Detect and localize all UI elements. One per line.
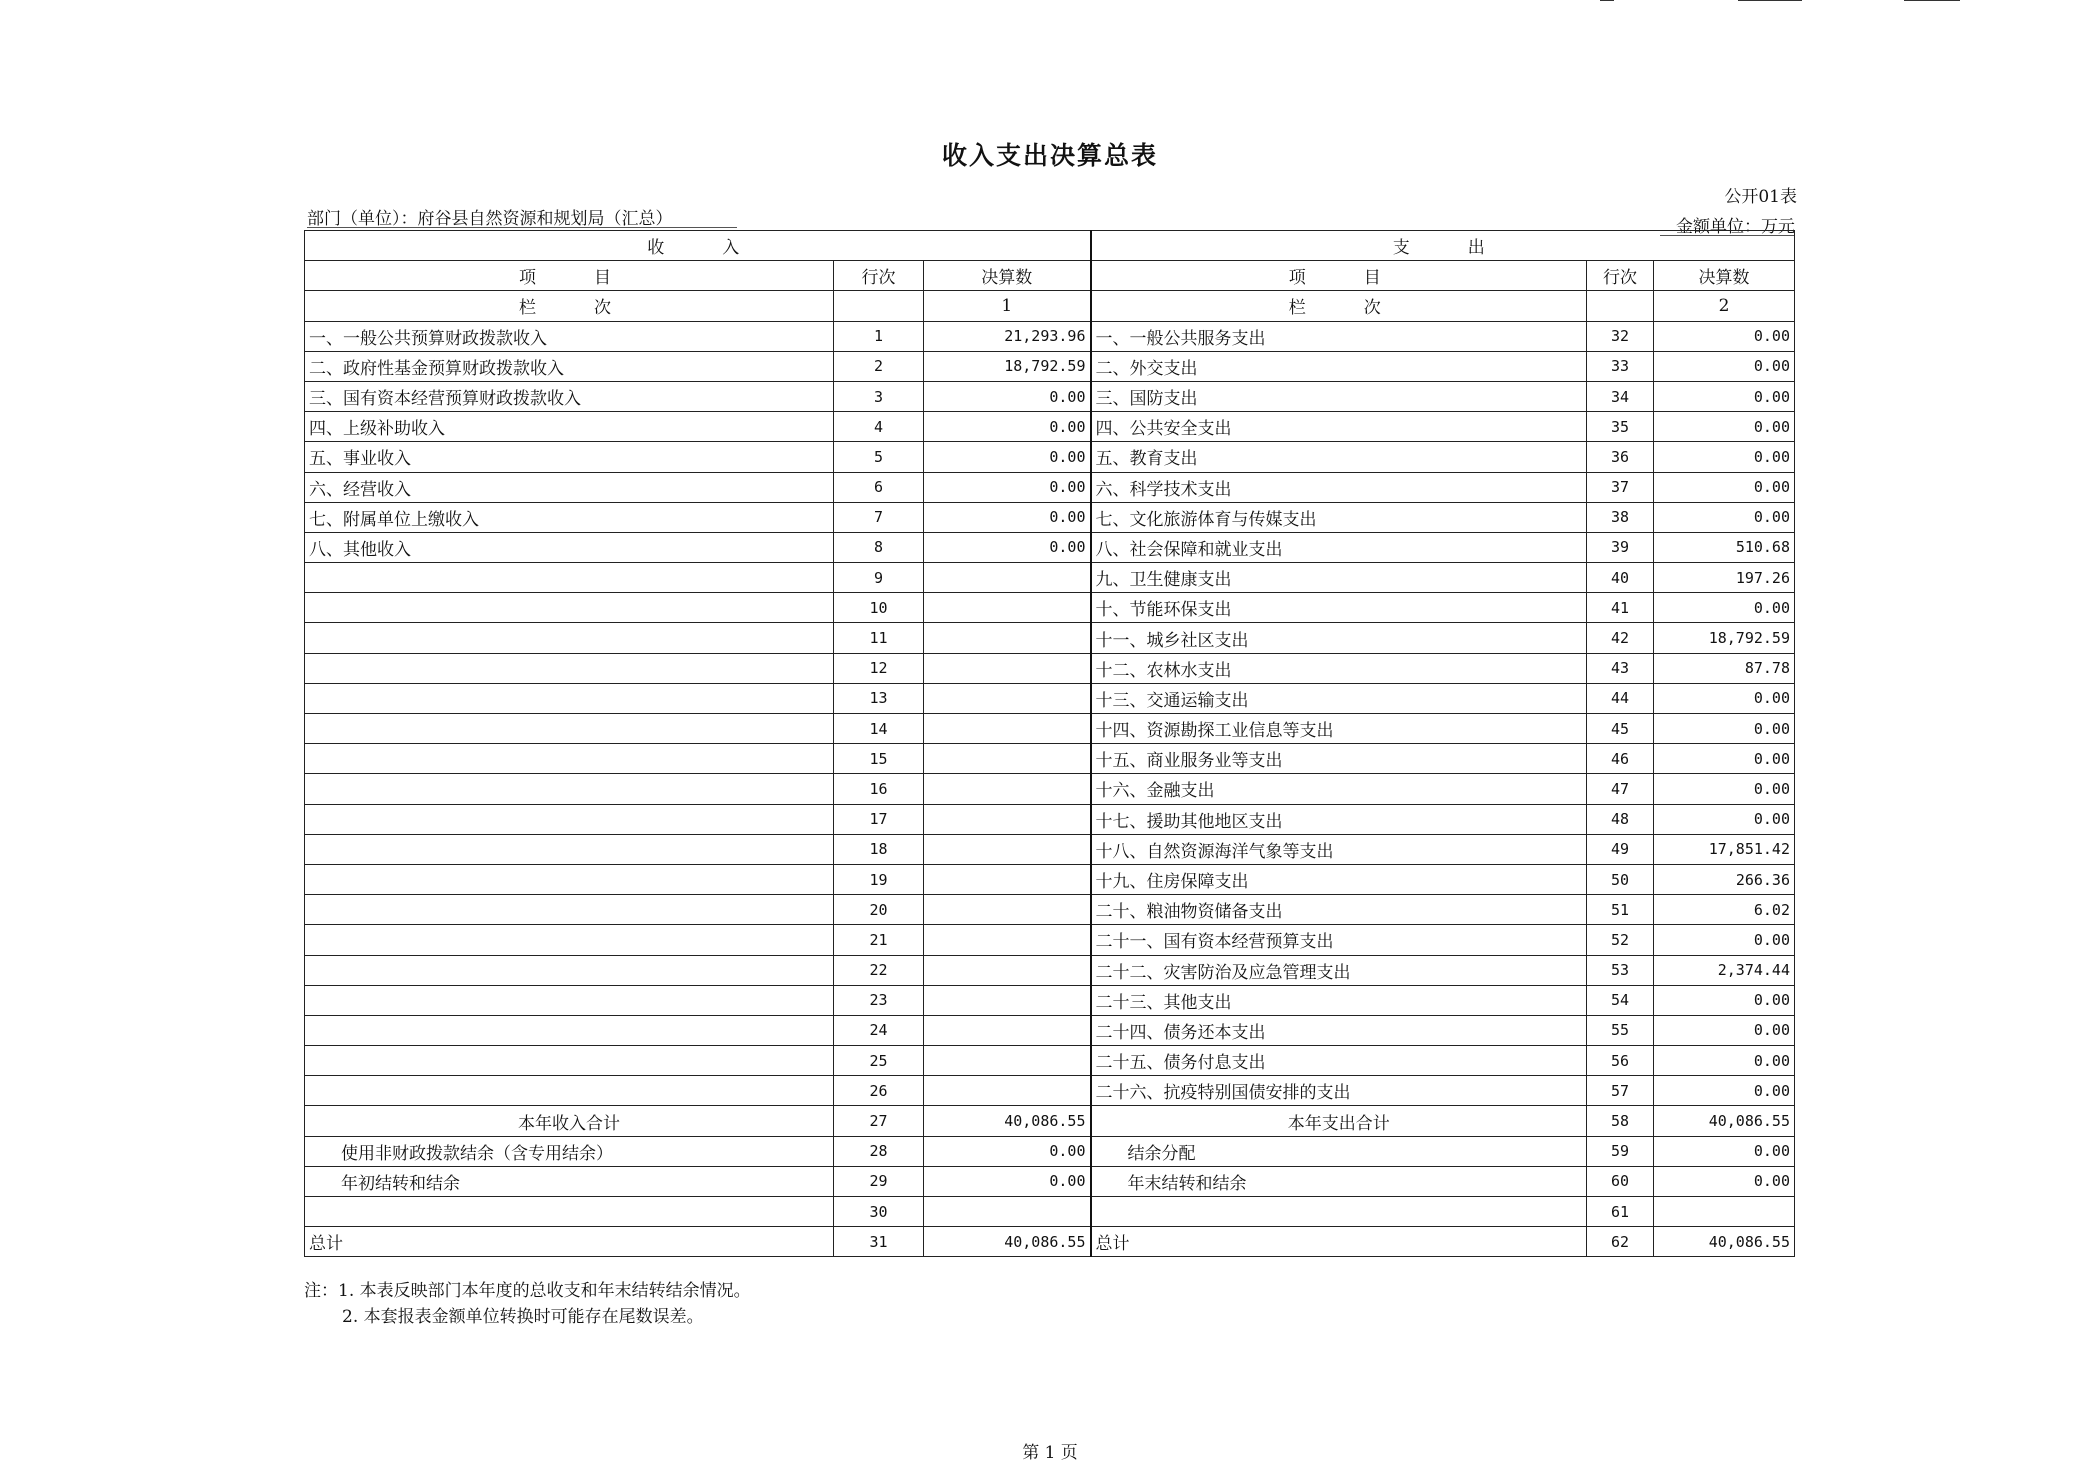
expense-amount-cell: 0.00 [1654, 1136, 1795, 1166]
expense-item-cell: 一、一般公共服务支出 [1091, 321, 1587, 351]
income-item-cell [305, 1046, 834, 1076]
income-rowno-cell: 11 [834, 623, 924, 653]
expense-item-cell: 十四、资源勘探工业信息等支出 [1091, 714, 1587, 744]
table-row [305, 1015, 1795, 1045]
expense-amount-cell: 0.00 [1654, 1076, 1795, 1106]
expense-amount-cell: 0.00 [1654, 502, 1795, 532]
expense-amount-cell: 87.78 [1654, 653, 1795, 683]
table-row [305, 1076, 1795, 1106]
expense-item-cell: 十九、住房保障支出 [1091, 864, 1587, 894]
expense-item-cell: 八、社会保障和就业支出 [1091, 532, 1587, 562]
summary-row [305, 1136, 1795, 1166]
income-amount-cell: 21,293.96 [924, 321, 1091, 351]
expense-rowno-cell: 38 [1587, 502, 1654, 532]
table-row [305, 683, 1795, 713]
income-amount-cell: 40,086.55 [924, 1106, 1091, 1136]
expense-item-cell: 二十三、其他支出 [1091, 985, 1587, 1015]
income-item-cell: 年初结转和结余 [305, 1166, 834, 1196]
expense-col-no: 2 [1654, 291, 1795, 321]
income-item-cell [305, 683, 834, 713]
expense-amount-cell: 40,086.55 [1654, 1227, 1795, 1257]
expense-item-cell: 二十二、灾害防治及应急管理支出 [1091, 955, 1587, 985]
income-amount-header: 决算数 [924, 261, 1091, 291]
expense-amount-cell: 18,792.59 [1654, 623, 1795, 653]
income-section-header: 收 入 [305, 231, 1091, 261]
income-item-header: 项 目 [305, 261, 834, 291]
income-rowno-cell: 30 [834, 1197, 924, 1227]
income-rowno-cell: 29 [834, 1166, 924, 1196]
income-amount-cell: 18,792.59 [924, 351, 1091, 381]
income-rowno-header: 行次 [834, 261, 924, 291]
expense-rowno-cell: 55 [1587, 1015, 1654, 1045]
income-rowno-cell: 19 [834, 864, 924, 894]
table-row [305, 351, 1795, 381]
expense-rowno-cell: 34 [1587, 381, 1654, 411]
expense-rowno-cell: 35 [1587, 412, 1654, 442]
table-row [305, 502, 1795, 532]
expense-amount-cell: 0.00 [1654, 351, 1795, 381]
income-rowno-cell: 9 [834, 563, 924, 593]
income-item-cell [305, 955, 834, 985]
income-amount-cell [924, 955, 1091, 985]
form-code: 公开01表 [1724, 187, 1797, 207]
expense-rowno-cell: 56 [1587, 1046, 1654, 1076]
income-rowno-cell: 18 [834, 834, 924, 864]
expense-amount-cell: 0.00 [1654, 593, 1795, 623]
expense-item-cell: 结余分配 [1091, 1136, 1587, 1166]
expense-col-label: 栏 次 [1091, 291, 1587, 321]
expense-rowno-cell: 32 [1587, 321, 1654, 351]
income-amount-cell: 0.00 [924, 442, 1091, 472]
expense-amount-cell: 0.00 [1654, 1046, 1795, 1076]
expense-amount-cell [1654, 1197, 1795, 1227]
expense-amount-header: 决算数 [1654, 261, 1795, 291]
expense-rowno-blank [1587, 291, 1654, 321]
income-amount-cell [924, 895, 1091, 925]
expense-amount-cell: 17,851.42 [1654, 834, 1795, 864]
income-item-cell [305, 1076, 834, 1106]
income-amount-cell [924, 1197, 1091, 1227]
expense-rowno-cell: 37 [1587, 472, 1654, 502]
expense-rowno-cell: 42 [1587, 623, 1654, 653]
income-item-cell [305, 623, 834, 653]
income-amount-cell [924, 834, 1091, 864]
expense-amount-cell: 510.68 [1654, 532, 1795, 562]
table-row [305, 714, 1795, 744]
expense-rowno-cell: 33 [1587, 351, 1654, 381]
page-number: 第 1 页 [1022, 1443, 1078, 1463]
income-amount-cell: 0.00 [924, 1166, 1091, 1196]
table-row [305, 563, 1795, 593]
income-rowno-cell: 31 [834, 1227, 924, 1257]
income-amount-cell [924, 744, 1091, 774]
expense-amount-cell: 0.00 [1654, 442, 1795, 472]
table-row [305, 321, 1795, 351]
expense-rowno-cell: 45 [1587, 714, 1654, 744]
expense-rowno-cell: 39 [1587, 532, 1654, 562]
income-item-cell [305, 563, 834, 593]
expense-rowno-cell: 46 [1587, 744, 1654, 774]
income-rowno-cell: 23 [834, 985, 924, 1015]
income-rowno-cell: 14 [834, 714, 924, 744]
income-item-cell: 七、附属单位上缴收入 [305, 502, 834, 532]
expense-item-cell: 二十四、债务还本支出 [1091, 1015, 1587, 1045]
income-rowno-cell: 2 [834, 351, 924, 381]
income-amount-cell: 0.00 [924, 532, 1091, 562]
income-rowno-cell: 10 [834, 593, 924, 623]
expense-item-cell: 六、科学技术支出 [1091, 472, 1587, 502]
income-item-cell: 总计 [305, 1227, 834, 1257]
expense-rowno-cell: 53 [1587, 955, 1654, 985]
expense-rowno-cell: 50 [1587, 864, 1654, 894]
income-rowno-cell: 5 [834, 442, 924, 472]
expense-item-cell: 三、国防支出 [1091, 381, 1587, 411]
expense-item-cell: 十一、城乡社区支出 [1091, 623, 1587, 653]
expense-item-cell: 十二、农林水支出 [1091, 653, 1587, 683]
expense-rowno-cell: 36 [1587, 442, 1654, 472]
table-row [305, 442, 1795, 472]
income-amount-cell [924, 714, 1091, 744]
income-rowno-cell: 16 [834, 774, 924, 804]
income-amount-cell: 0.00 [924, 1136, 1091, 1166]
expense-rowno-cell: 48 [1587, 804, 1654, 834]
income-item-cell [305, 834, 834, 864]
income-rowno-cell: 13 [834, 683, 924, 713]
income-amount-cell: 0.00 [924, 381, 1091, 411]
expense-amount-cell: 0.00 [1654, 321, 1795, 351]
income-rowno-cell: 6 [834, 472, 924, 502]
income-rowno-blank [834, 291, 924, 321]
income-item-cell [305, 864, 834, 894]
income-amount-cell: 0.00 [924, 502, 1091, 532]
income-item-cell: 本年收入合计 [305, 1106, 834, 1136]
department-underline [307, 227, 737, 228]
income-item-cell: 使用非财政拨款结余（含专用结余） [305, 1136, 834, 1166]
table-row [305, 804, 1795, 834]
income-amount-cell [924, 1046, 1091, 1076]
summary-row [305, 1197, 1795, 1227]
income-rowno-cell: 20 [834, 895, 924, 925]
income-item-cell: 三、国有资本经营预算财政拨款收入 [305, 381, 834, 411]
expense-item-cell: 十六、金融支出 [1091, 774, 1587, 804]
income-amount-cell [924, 774, 1091, 804]
income-rowno-cell: 17 [834, 804, 924, 834]
expense-item-cell: 五、教育支出 [1091, 442, 1587, 472]
income-expense-table [304, 230, 1795, 1257]
column-index-row [305, 291, 1795, 321]
expense-item-cell: 二十六、抗疫特别国债安排的支出 [1091, 1076, 1587, 1106]
summary-row [305, 1166, 1795, 1196]
income-item-cell: 一、一般公共预算财政拨款收入 [305, 321, 834, 351]
income-item-cell [305, 653, 834, 683]
expense-amount-cell: 2,374.44 [1654, 955, 1795, 985]
expense-item-cell [1091, 1197, 1587, 1227]
expense-rowno-cell: 43 [1587, 653, 1654, 683]
table-row [305, 472, 1795, 502]
expense-amount-cell: 0.00 [1654, 472, 1795, 502]
table-row [305, 653, 1795, 683]
income-rowno-cell: 22 [834, 955, 924, 985]
expense-amount-cell: 0.00 [1654, 774, 1795, 804]
expense-item-cell: 二、外交支出 [1091, 351, 1587, 381]
summary-row [305, 1106, 1795, 1136]
income-item-cell [305, 714, 834, 744]
table-row [305, 744, 1795, 774]
expense-amount-cell: 0.00 [1654, 381, 1795, 411]
income-rowno-cell: 27 [834, 1106, 924, 1136]
page-title: 收入支出决算总表 [941, 141, 1158, 170]
expense-item-cell: 十、节能环保支出 [1091, 593, 1587, 623]
expense-item-cell: 总计 [1091, 1227, 1587, 1257]
table-row [305, 955, 1795, 985]
unit-label: 金额单位：万元 [1676, 217, 1795, 237]
expense-section-header: 支 出 [1091, 231, 1795, 261]
expense-item-cell: 十三、交通运输支出 [1091, 683, 1587, 713]
expense-item-cell: 十五、商业服务业等支出 [1091, 744, 1587, 774]
table-row [305, 864, 1795, 894]
table-row [305, 834, 1795, 864]
scan-mark [1600, 0, 1614, 1]
income-amount-cell [924, 1015, 1091, 1045]
expense-rowno-cell: 57 [1587, 1076, 1654, 1106]
expense-rowno-cell: 51 [1587, 895, 1654, 925]
expense-item-cell: 二十、粮油物资储备支出 [1091, 895, 1587, 925]
expense-rowno-cell: 54 [1587, 985, 1654, 1015]
expense-amount-cell: 0.00 [1654, 985, 1795, 1015]
income-item-cell [305, 985, 834, 1015]
notes [304, 1278, 751, 1330]
column-header-row [305, 261, 1795, 291]
expense-amount-cell: 0.00 [1654, 1015, 1795, 1045]
scan-mark [1738, 0, 1802, 1]
income-item-cell: 六、经营收入 [305, 472, 834, 502]
income-item-cell [305, 1197, 834, 1227]
expense-rowno-cell: 62 [1587, 1227, 1654, 1257]
expense-item-cell: 二十一、国有资本经营预算支出 [1091, 925, 1587, 955]
expense-rowno-cell: 49 [1587, 834, 1654, 864]
note-line: 注：1. 本表反映部门本年度的总收支和年末结转结余情况。 [304, 1281, 751, 1301]
income-amount-cell: 0.00 [924, 412, 1091, 442]
income-item-cell [305, 593, 834, 623]
table-row [305, 381, 1795, 411]
expense-rowno-cell: 41 [1587, 593, 1654, 623]
income-rowno-cell: 28 [834, 1136, 924, 1166]
expense-rowno-cell: 58 [1587, 1106, 1654, 1136]
income-rowno-cell: 26 [834, 1076, 924, 1106]
expense-item-cell: 二十五、债务付息支出 [1091, 1046, 1587, 1076]
scan-mark [1904, 0, 1960, 1]
expense-rowno-cell: 52 [1587, 925, 1654, 955]
expense-rowno-cell: 59 [1587, 1136, 1654, 1166]
income-rowno-cell: 7 [834, 502, 924, 532]
income-rowno-cell: 12 [834, 653, 924, 683]
income-item-cell: 四、上级补助收入 [305, 412, 834, 442]
income-amount-cell [924, 864, 1091, 894]
summary-row [305, 1227, 1795, 1257]
expense-rowno-header: 行次 [1587, 261, 1654, 291]
income-amount-cell [924, 623, 1091, 653]
expense-amount-cell: 0.00 [1654, 683, 1795, 713]
expense-item-cell: 本年支出合计 [1091, 1106, 1587, 1136]
expense-amount-cell: 0.00 [1654, 1166, 1795, 1196]
expense-item-cell: 十七、援助其他地区支出 [1091, 804, 1587, 834]
income-rowno-cell: 4 [834, 412, 924, 442]
expense-item-cell: 七、文化旅游体育与传媒支出 [1091, 502, 1587, 532]
table-row [305, 412, 1795, 442]
expense-rowno-cell: 47 [1587, 774, 1654, 804]
table-row [305, 623, 1795, 653]
income-rowno-cell: 1 [834, 321, 924, 351]
department-label: 部门（单位）：府谷县自然资源和规划局（汇总） [307, 209, 673, 229]
income-item-cell [305, 925, 834, 955]
income-item-cell [305, 744, 834, 774]
income-rowno-cell: 8 [834, 532, 924, 562]
income-amount-cell: 40,086.55 [924, 1227, 1091, 1257]
expense-amount-cell: 0.00 [1654, 412, 1795, 442]
income-item-cell [305, 804, 834, 834]
income-col-label: 栏 次 [305, 291, 834, 321]
table-row [305, 925, 1795, 955]
income-col-no: 1 [924, 291, 1091, 321]
income-rowno-cell: 24 [834, 1015, 924, 1045]
expense-rowno-cell: 60 [1587, 1166, 1654, 1196]
income-item-cell: 五、事业收入 [305, 442, 834, 472]
expense-amount-cell: 197.26 [1654, 563, 1795, 593]
expense-rowno-cell: 61 [1587, 1197, 1654, 1227]
expense-amount-cell: 6.02 [1654, 895, 1795, 925]
expense-item-cell: 九、卫生健康支出 [1091, 563, 1587, 593]
income-item-cell: 二、政府性基金预算财政拨款收入 [305, 351, 834, 381]
income-rowno-cell: 3 [834, 381, 924, 411]
income-item-cell [305, 774, 834, 804]
income-amount-cell [924, 683, 1091, 713]
income-rowno-cell: 25 [834, 1046, 924, 1076]
income-amount-cell [924, 985, 1091, 1015]
income-amount-cell [924, 804, 1091, 834]
table-row [305, 1046, 1795, 1076]
section-header-row [305, 231, 1795, 261]
table-row [305, 532, 1795, 562]
expense-rowno-cell: 40 [1587, 563, 1654, 593]
income-rowno-cell: 21 [834, 925, 924, 955]
expense-amount-cell: 40,086.55 [1654, 1106, 1795, 1136]
income-item-cell [305, 1015, 834, 1045]
income-item-cell: 八、其他收入 [305, 532, 834, 562]
income-item-cell [305, 895, 834, 925]
table-row [305, 774, 1795, 804]
income-amount-cell [924, 593, 1091, 623]
expense-amount-cell: 266.36 [1654, 864, 1795, 894]
expense-amount-cell: 0.00 [1654, 744, 1795, 774]
expense-item-cell: 年末结转和结余 [1091, 1166, 1587, 1196]
table-row [305, 593, 1795, 623]
expense-amount-cell: 0.00 [1654, 925, 1795, 955]
expense-item-cell: 十八、自然资源海洋气象等支出 [1091, 834, 1587, 864]
expense-item-cell: 四、公共安全支出 [1091, 412, 1587, 442]
table-row [305, 985, 1795, 1015]
income-amount-cell [924, 563, 1091, 593]
expense-item-header: 项 目 [1091, 261, 1587, 291]
table-row [305, 895, 1795, 925]
expense-amount-cell: 0.00 [1654, 804, 1795, 834]
income-amount-cell [924, 653, 1091, 683]
note-line: 2. 本套报表金额单位转换时可能存在尾数误差。 [342, 1307, 704, 1327]
expense-rowno-cell: 44 [1587, 683, 1654, 713]
income-amount-cell [924, 925, 1091, 955]
income-amount-cell [924, 1076, 1091, 1106]
income-amount-cell: 0.00 [924, 472, 1091, 502]
expense-amount-cell: 0.00 [1654, 714, 1795, 744]
income-rowno-cell: 15 [834, 744, 924, 774]
